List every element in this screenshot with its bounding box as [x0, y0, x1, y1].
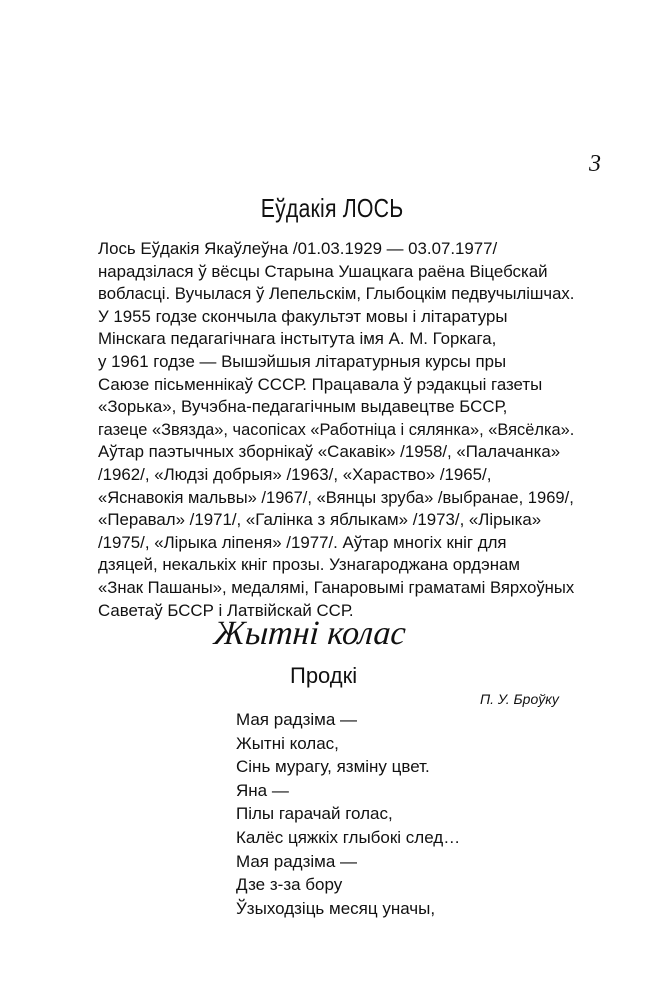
poem-title: Продкі	[290, 663, 358, 688]
bio-line: вобласці. Вучылася ў Лепельскім, Глыбоцкім педвучылішчах.	[98, 284, 575, 304]
bio-line: «Зорька», Вучэбна-педагагічным выдавецтве БССР,	[98, 397, 508, 417]
author-biography	[98, 238, 578, 622]
bio-line: нарадзілася ў вёсцы Старына Ушацкага раёна Віцебскай	[98, 261, 548, 281]
bio-line: «Яснавокія мальвы» /1967/, «Вянцы зруба» /выбранае, 1969/,	[98, 487, 574, 507]
bio-line: «Знак Пашаны», медалямі, Ганаровымі граматамі Вярхоўных	[98, 577, 575, 597]
poem-line: Мая радзіма —	[236, 851, 358, 871]
bio-line: у 1961 годзе — Вышэйшыя літаратурныя курсы пры	[98, 351, 507, 371]
poem-dedication: П. У. Броўку	[480, 691, 559, 707]
collection-title: Жытні колас	[212, 615, 407, 652]
poem-line: Пілы гарачай голас,	[236, 804, 393, 824]
poem-line: Жытні колас,	[236, 733, 339, 753]
bio-line: дзяцей, некалькіх кніг прозы. Узнагароджана ордэнам	[98, 555, 521, 575]
poem-line: Калёс цяжкіх глыбокі след…	[236, 827, 461, 847]
bio-line: У 1955 годзе скончыла факультэт мовы і літаратуры	[98, 306, 508, 326]
poem-line: Мая радзіма —	[236, 710, 358, 729]
poem-line: Ўзыходзіць месяц уначы,	[236, 898, 436, 918]
bio-line: Мінскага педагагічнага інстытута імя А. М. Горкага,	[98, 329, 497, 349]
bio-line: «Перавал» /1971/, «Галінка з яблыкам» /1973/, «Лірыка»	[98, 510, 542, 530]
bio-line: /1975/, «Лірыка ліпеня» /1977/. Аўтар многіх кніг для	[98, 532, 507, 552]
bio-line: Саюзе пісьменнікаў СССР. Працавала ў рэдакцыі газеты	[98, 374, 543, 394]
page-number: 3	[589, 151, 601, 177]
author-title: Еўдакія ЛОСЬ	[260, 193, 404, 223]
bio-line: газеце «Звязда», часопісах «Работніца і сялянка», «Вясёлка».	[98, 419, 575, 439]
poem-line: Яна —	[236, 780, 289, 800]
poem-body	[236, 708, 460, 920]
bio-line: Лось Еўдакія Якаўлеўна /01.03.1929 — 03.07.1977/	[98, 239, 498, 258]
bio-line: /1962/, «Людзі добрыя» /1963/, «Харaство» /1965/,	[98, 464, 492, 484]
poem-line: Сінь мурагу, язміну цвет.	[236, 757, 430, 777]
bio-line: Саветаў БССР і Латвійскай ССР.	[98, 600, 354, 620]
poem-line: Дзе з-за бору	[236, 875, 343, 895]
bio-line: Аўтар паэтычных зборнікаў «Сакавік» /1958/, «Палачанка»	[98, 442, 561, 462]
